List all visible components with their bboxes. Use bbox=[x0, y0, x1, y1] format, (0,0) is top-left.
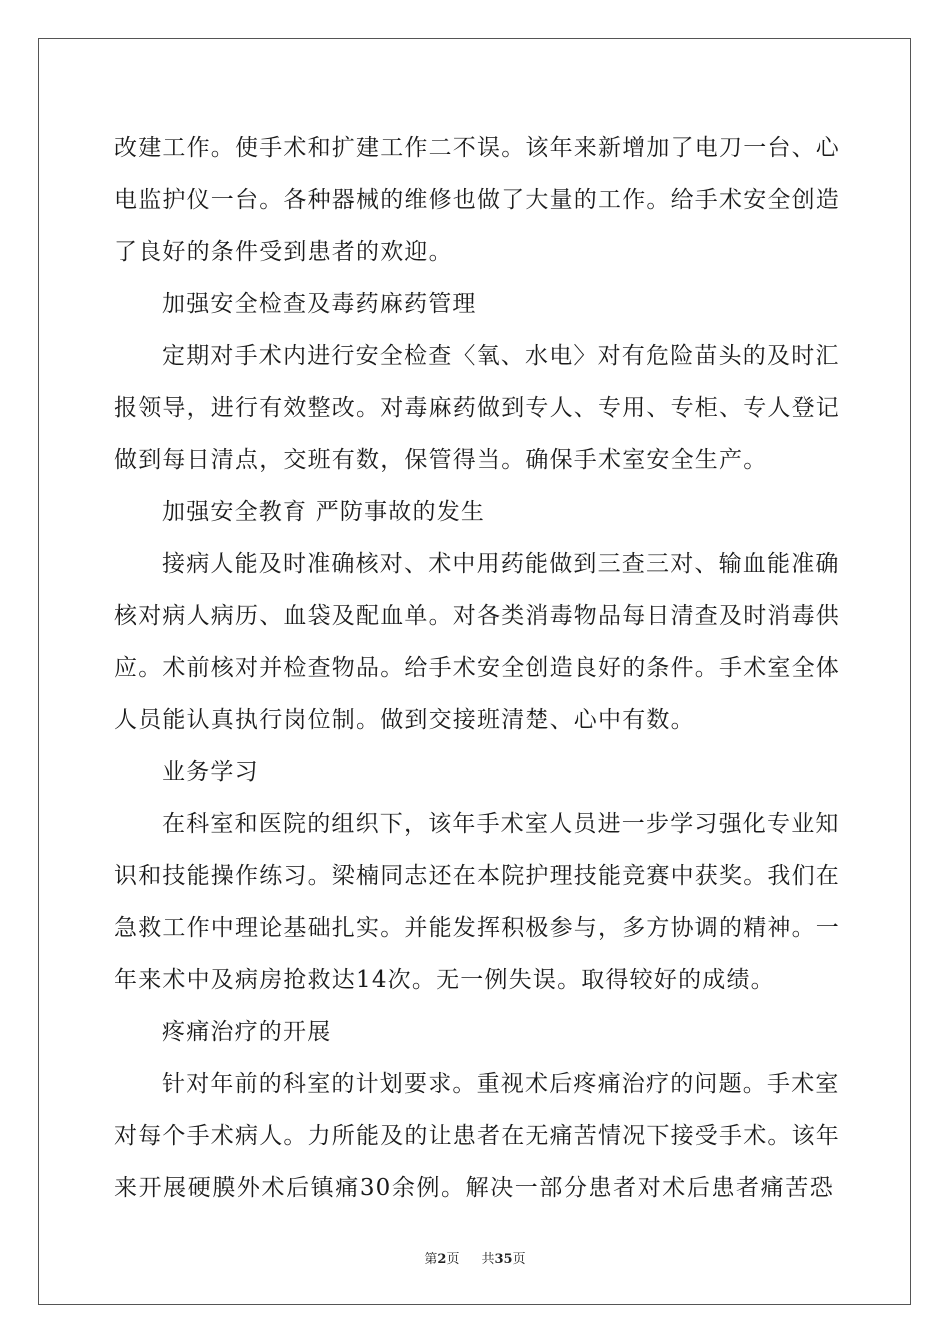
section-heading: 加强安全教育 严防事故的发生 bbox=[162, 499, 486, 525]
text-line: 改建工作。使手术和扩建工作二不误。该年来新增加了电刀一台、心 bbox=[114, 135, 840, 161]
current-page-number: 2 bbox=[437, 1252, 447, 1267]
text-line: 针对年前的科室的计划要求。重视术后疼痛治疗的问题。手术室 bbox=[162, 1071, 840, 1097]
text-line: 急救工作中理论基础扎实。并能发挥积极参与，多方协调的精神。一 bbox=[114, 915, 840, 941]
section-heading: 业务学习 bbox=[162, 759, 259, 785]
total-pages-number: 35 bbox=[494, 1252, 513, 1267]
text-line: 应。术前核对并检查物品。给手术安全创造良好的条件。手术室全体 bbox=[114, 655, 840, 681]
page-number-prefix: 第 bbox=[424, 1252, 438, 1267]
text-line: 在科室和医院的组织下，该年手术室人员进一步学习强化专业知 bbox=[162, 811, 840, 837]
total-pages-suffix: 页 bbox=[512, 1252, 526, 1267]
text-line: 电监护仪一台。各种器械的维修也做了大量的工作。给手术安全创造 bbox=[114, 187, 840, 213]
text-line: 接病人能及时准确核对、术中用药能做到三查三对、输血能准确 bbox=[162, 551, 840, 577]
text-line: 来开展硬膜外术后镇痛30余例。解决一部分患者对术后患者痛苦恐 bbox=[114, 1175, 834, 1201]
section-heading: 疼痛治疗的开展 bbox=[162, 1019, 332, 1045]
text-line: 人员能认真执行岗位制。做到交接班清楚、心中有数。 bbox=[114, 707, 695, 733]
text-line: 识和技能操作练习。梁楠同志还在本院护理技能竞赛中获奖。我们在 bbox=[114, 863, 840, 889]
text-line: 核对病人病历、血袋及配血单。对各类消毒物品每日清查及时消毒供 bbox=[114, 603, 840, 629]
section-heading: 加强安全检查及毒药麻药管理 bbox=[162, 291, 477, 317]
text-line: 定期对手术内进行安全检查〈氧、水电〉对有危险苗头的及时汇 bbox=[162, 343, 840, 369]
page-number-suffix: 页 bbox=[446, 1252, 460, 1267]
text-line: 报领导，进行有效整改。对毒麻药做到专人、专用、专柜、专人登记 bbox=[114, 395, 840, 421]
text-line: 年来术中及病房抢救达14次。无一例失误。取得较好的成绩。 bbox=[114, 967, 775, 993]
text-line: 了良好的条件受到患者的欢迎。 bbox=[114, 239, 453, 265]
page-footer bbox=[0, 1248, 950, 1267]
total-pages-prefix: 共 bbox=[481, 1252, 495, 1267]
document-body bbox=[114, 122, 840, 1214]
text-line: 做到每日清点，交班有数，保管得当。确保手术室安全生产。 bbox=[114, 447, 768, 473]
text-line: 对每个手术病人。力所能及的让患者在无痛苦情况下接受手术。该年 bbox=[114, 1123, 840, 1149]
